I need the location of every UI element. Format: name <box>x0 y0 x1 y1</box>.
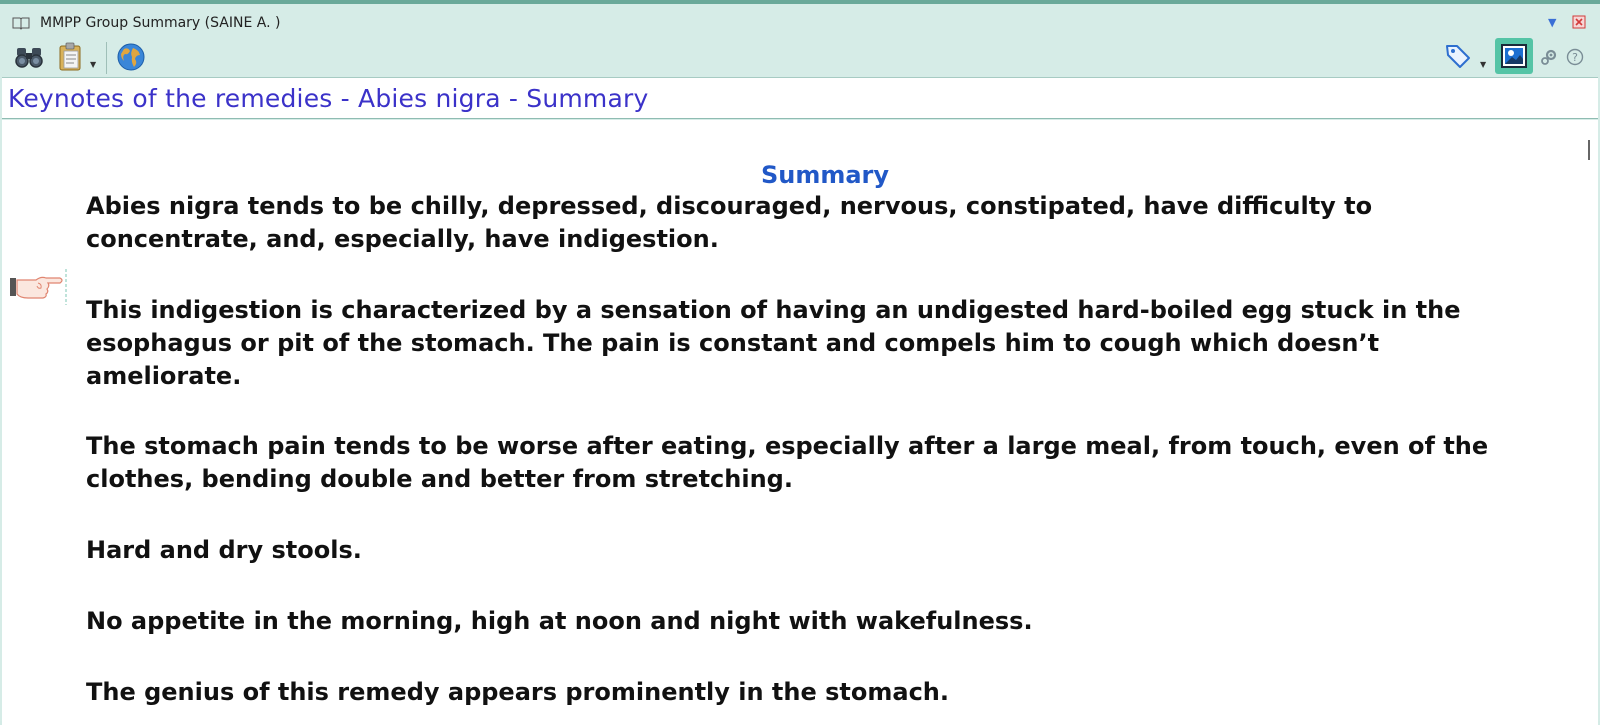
paragraph: The genius of this remedy appears prominently in the stomach. <box>86 678 950 706</box>
clipboard-dropdown-icon[interactable]: ▼ <box>90 60 97 69</box>
settings-icon[interactable] <box>1540 48 1558 66</box>
scrollbar-thumb[interactable] <box>1588 140 1590 160</box>
book-icon <box>12 16 30 30</box>
help-icon[interactable] <box>1566 48 1584 66</box>
vertical-scrollbar[interactable] <box>1580 120 1598 725</box>
image-icon <box>1501 44 1527 68</box>
section-title: Summary <box>760 161 890 189</box>
binoculars-icon[interactable] <box>14 44 44 70</box>
globe-icon[interactable] <box>116 42 146 72</box>
pointing-hand-icon[interactable] <box>8 267 68 307</box>
image-toggle-button[interactable] <box>1495 38 1533 74</box>
svg-text:?: ? <box>1572 51 1578 64</box>
toolbar <box>0 38 1600 76</box>
paragraph: Abies nigra tends to be chilly, depressed, discouraged, nervous, constipated, have difficulty to concentrate, and, especially, have indigestion. <box>86 192 1373 253</box>
title-bar <box>0 8 1600 38</box>
toolbar-separator <box>106 42 107 74</box>
window-title: MMPP Group Summary (SAINE A. ) <box>40 15 281 31</box>
tag-icon[interactable] <box>1444 42 1472 70</box>
paragraph: No appetite in the morning, high at noon and night with wakefulness. <box>86 607 1033 635</box>
close-icon[interactable] <box>1572 15 1586 29</box>
document-view[interactable] <box>2 120 1580 725</box>
paragraph: This indigestion is characterized by a sensation of having an undigested hard-boiled egg stuck in the esophagus or pit of the stomach. The pain is constant and compels him to cough which doesn’t ameliorate. <box>86 296 1461 390</box>
collapse-chevron-icon[interactable]: ▼ <box>1548 16 1557 29</box>
clipboard-icon[interactable] <box>58 42 84 72</box>
paragraph: The stomach pain tends to be worse after eating, especially after a large meal, from touch, even of the clothes, bending double and better from stretching. <box>86 432 1489 493</box>
paragraph: Hard and dry stools. <box>86 536 362 564</box>
content-header <box>2 77 1598 119</box>
tag-dropdown-icon[interactable]: ▼ <box>1480 60 1487 69</box>
page-title: Keynotes of the remedies - Abies nigra - Summary <box>8 84 649 113</box>
